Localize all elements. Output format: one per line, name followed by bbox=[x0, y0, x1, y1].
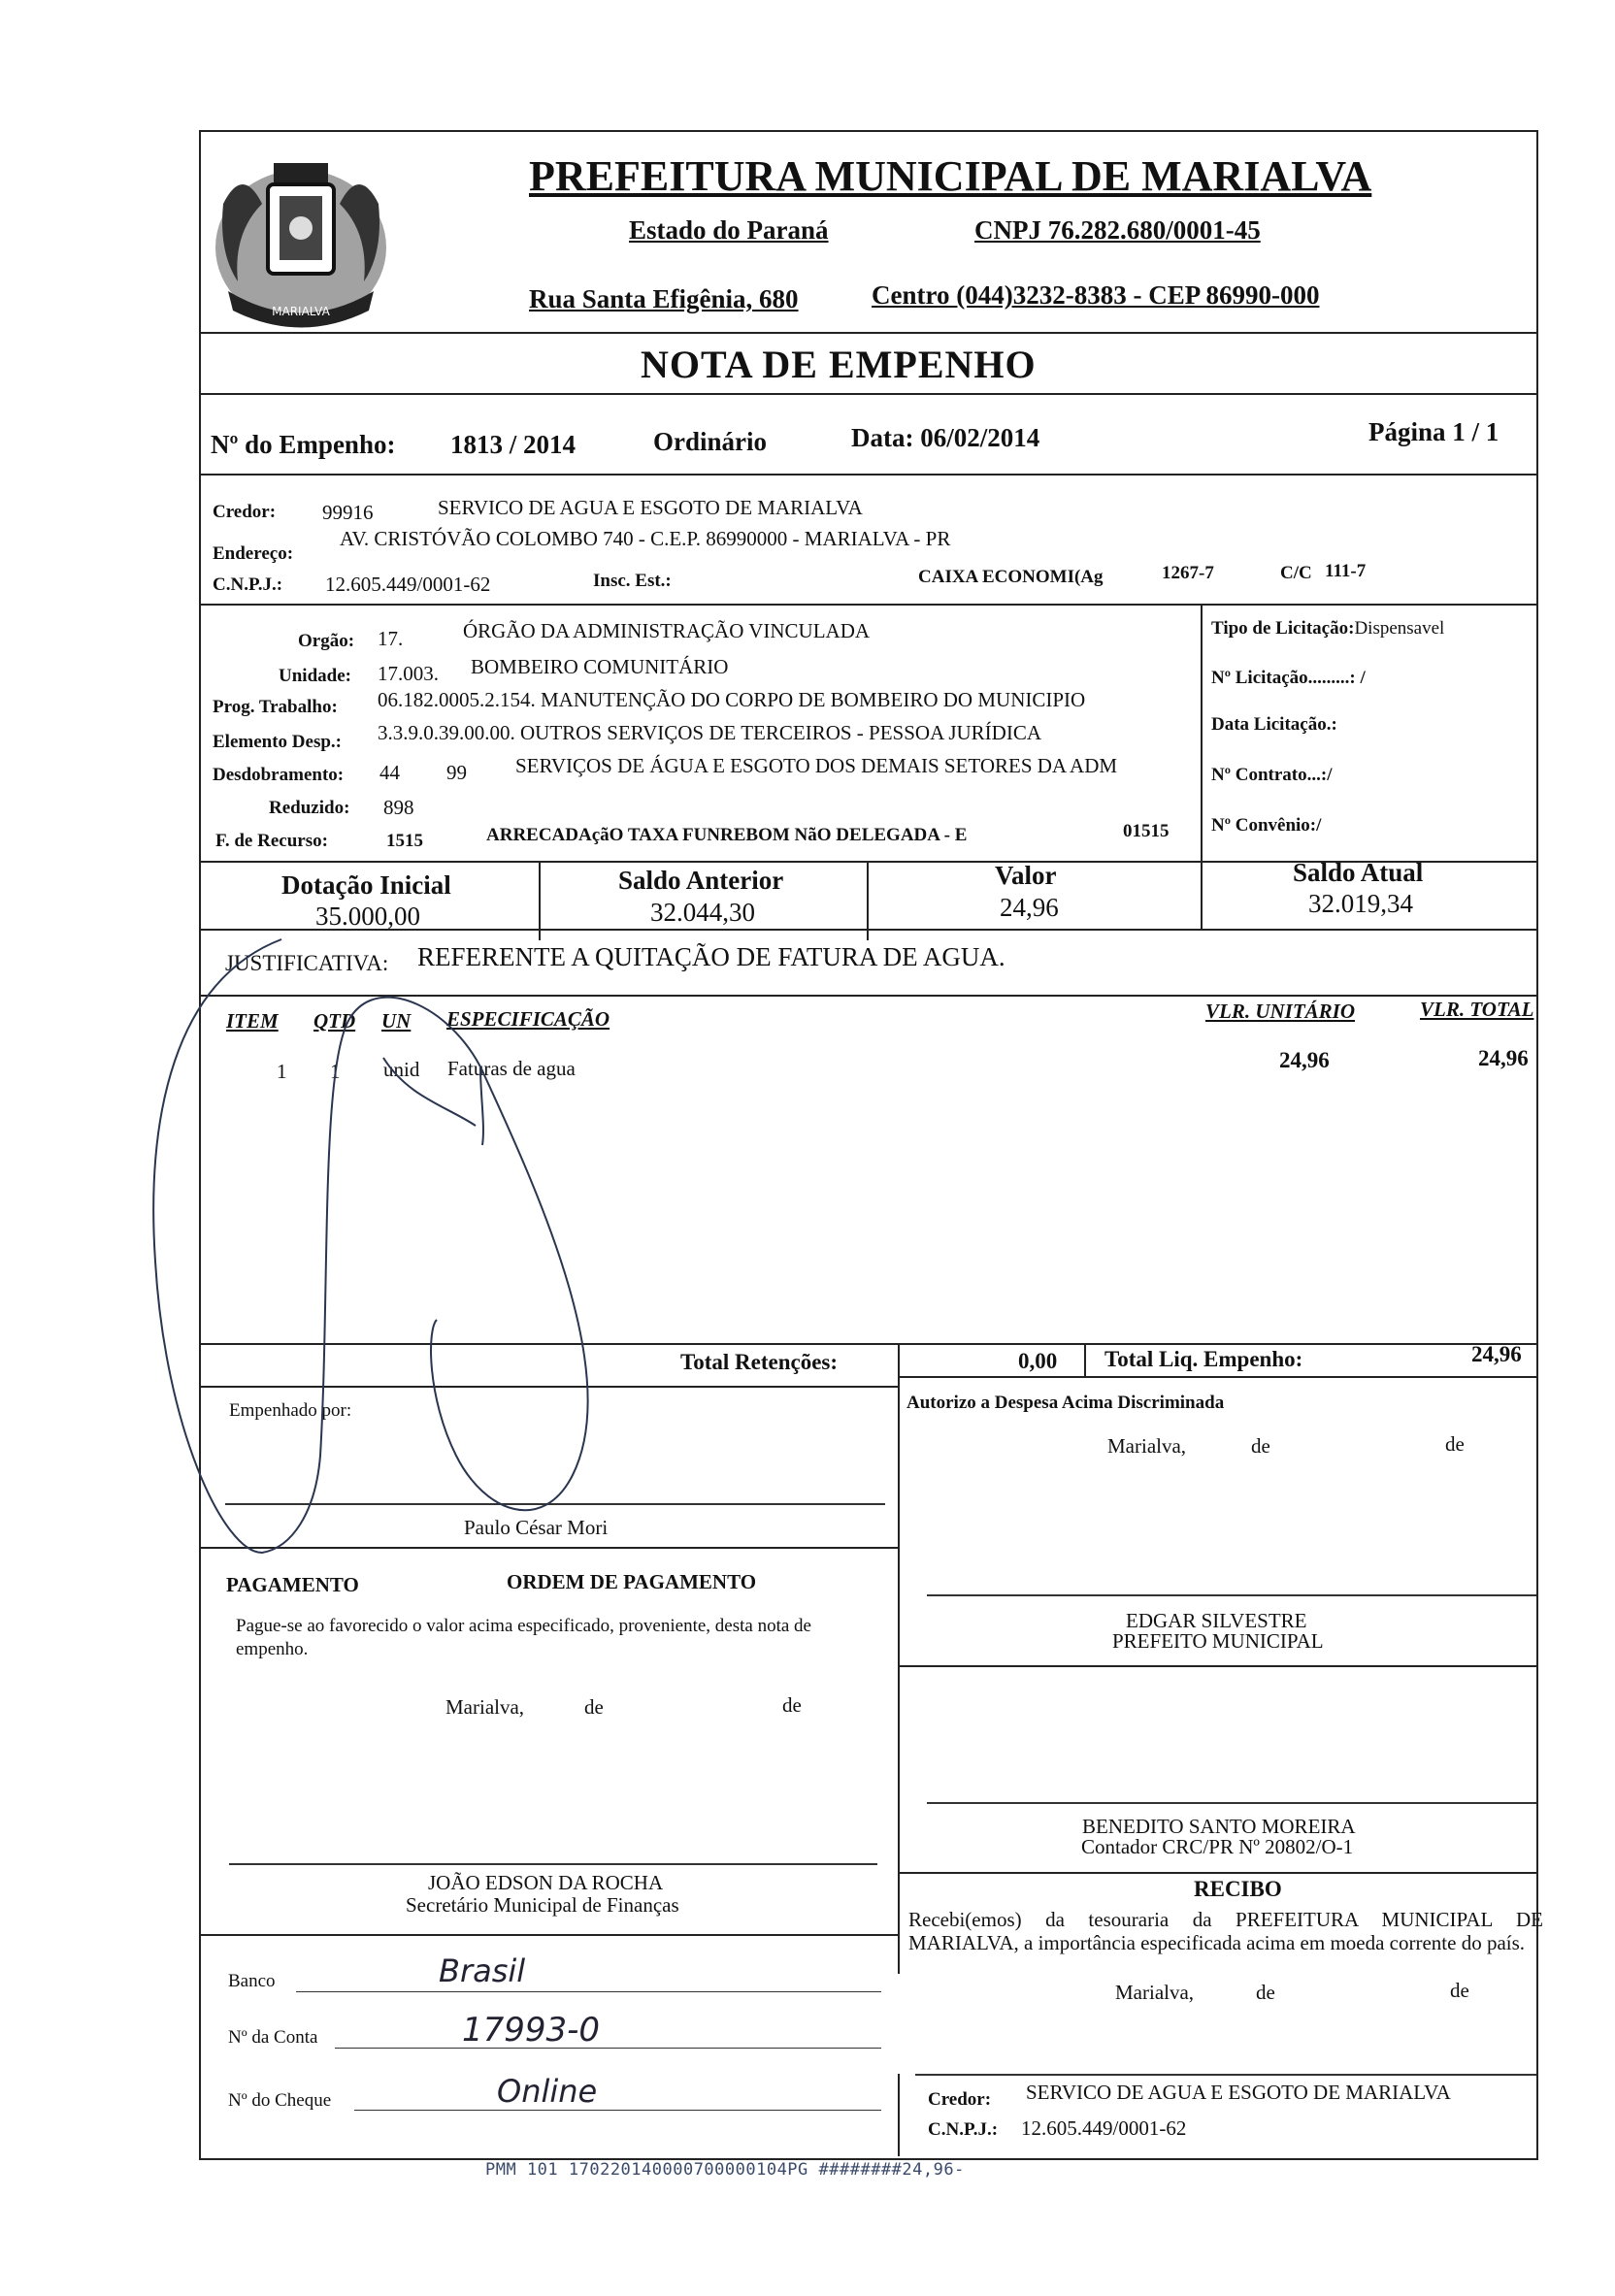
saldo-atual-value: 32.019,34 bbox=[1308, 889, 1413, 918]
pagamento-place: Marialva, bbox=[445, 1695, 525, 1719]
banco-value: Brasil bbox=[439, 1952, 526, 1989]
autorizo-label: Autorizo a Despesa Acima Discriminada bbox=[906, 1393, 1225, 1413]
justificativa-text: REFERENTE A QUITAÇÃO DE FATURA DE AGUA. bbox=[417, 942, 1005, 971]
prog-label: Prog. Trabalho: bbox=[213, 697, 338, 717]
credor-footer-label: Credor: bbox=[928, 2089, 992, 2110]
elemento-label: Elemento Desp.: bbox=[213, 732, 342, 752]
licitacao-date: Data Licitação.: bbox=[1211, 714, 1337, 735]
reduzido-label: Reduzido: bbox=[269, 798, 350, 818]
cnpj-label: CNPJ 76.282.680/0001-45 bbox=[974, 215, 1261, 245]
credor-agency: 1267-7 bbox=[1162, 563, 1214, 583]
total-liq-label: Total Liq. Empenho: bbox=[1104, 1347, 1303, 1371]
row-qtd: 1 bbox=[330, 1060, 341, 1083]
contract-number: Nº Contrato...:/ bbox=[1211, 765, 1333, 785]
desdobramento-b: 99 bbox=[446, 761, 467, 784]
cheque-value: Online bbox=[497, 2073, 598, 2110]
secretario-name: JOÃO EDSON DA ROCHA bbox=[428, 1871, 664, 1894]
prog-value: 06.182.0005.2.154. MANUTENÇÃO DO CORPO DE BOMBEIRO DO MUNICIPIO bbox=[378, 688, 1086, 711]
credor-name: SERVICO DE AGUA E ESGOTO DE MARIALVA bbox=[438, 496, 863, 519]
credor-bank: CAIXA ECONOMI(Ag bbox=[918, 567, 1104, 587]
empenho-type: Ordinário bbox=[653, 427, 768, 456]
recurso-name: ARRECADAçãO TAXA FUNREBOM NãO DELEGADA - E bbox=[486, 825, 968, 845]
desdobramento-name: SERVIÇOS DE ÁGUA E ESGOTO DOS DEMAIS SETORES DA ADM bbox=[515, 754, 1118, 777]
empenho-date: Data: 06/02/2014 bbox=[851, 423, 1040, 452]
credor-label: Credor: bbox=[213, 502, 277, 522]
desdobramento-label: Desdobramento: bbox=[213, 765, 345, 785]
conta-value: 17993-0 bbox=[462, 2011, 601, 2050]
col-total-value: VLR. TOTAL bbox=[1420, 998, 1534, 1021]
recibo-de2: de bbox=[1450, 1979, 1469, 2002]
row-unit-value: 24,96 bbox=[1279, 1048, 1330, 1072]
recurso-code: 1515 bbox=[386, 831, 423, 851]
empenho-number-label: Nº do Empenho: bbox=[211, 430, 396, 459]
justificativa-label: JUSTIFICATIVA: bbox=[225, 951, 389, 975]
pagamento-label: PAGAMENTO bbox=[226, 1573, 359, 1596]
unidade-code: 17.003. bbox=[378, 662, 439, 685]
recibo-de1: de bbox=[1256, 1981, 1275, 2004]
empenhado-name: Paulo César Mori bbox=[464, 1516, 609, 1539]
insc-est-label: Insc. Est.: bbox=[593, 571, 672, 591]
row-spec: Faturas de agua bbox=[447, 1057, 576, 1080]
recurso-label: F. de Recurso: bbox=[215, 831, 328, 851]
pagamento-text: Pague-se ao favorecido o valor acima especificado, proveniente, desta nota de empenho. bbox=[236, 1616, 811, 1659]
reduzido-value: 898 bbox=[383, 796, 414, 819]
valor-label: Valor bbox=[995, 861, 1057, 890]
credor-footer-cnpj-label: C.N.P.J.: bbox=[928, 2119, 999, 2140]
credor-footer-name: SERVICO DE AGUA E ESGOTO DE MARIALVA bbox=[1026, 2081, 1451, 2104]
autorizo-de2: de bbox=[1445, 1432, 1465, 1456]
contador-role: Contador CRC/PR Nº 20802/O-1 bbox=[1081, 1835, 1354, 1858]
recibo-text: Recebi(emos) da tesouraria da PREFEITURA MUNICIPAL DE MARIALVA, a importância especificada acima em moeda corrente do país. bbox=[908, 1908, 1543, 1954]
licitacao-number: Nº Licitação.........: / bbox=[1211, 668, 1366, 688]
col-item: ITEM bbox=[226, 1009, 279, 1033]
secretario-role: Secretário Municipal de Finanças bbox=[406, 1893, 679, 1917]
credor-address: AV. CRISTÓVÃO COLOMBO 740 - C.E.P. 86990000 - MARIALVA - PR bbox=[340, 527, 951, 550]
address-label: Rua Santa Efigênia, 680 bbox=[529, 284, 799, 313]
page-number: Página 1 / 1 bbox=[1368, 417, 1500, 446]
col-un: UN bbox=[381, 1009, 412, 1033]
saldo-anterior-label: Saldo Anterior bbox=[618, 866, 784, 895]
unidade-name: BOMBEIRO COMUNITÁRIO bbox=[471, 655, 729, 678]
cheque-label: Nº do Cheque bbox=[228, 2090, 332, 2111]
cnpj-field-label: C.N.P.J.: bbox=[213, 574, 283, 595]
ordem-pagamento-label: ORDEM DE PAGAMENTO bbox=[507, 1570, 757, 1593]
total-retencoes-value: 0,00 bbox=[1018, 1349, 1058, 1373]
row-un: unid bbox=[383, 1058, 420, 1081]
total-liq-value: 24,96 bbox=[1471, 1342, 1522, 1366]
document-title: NOTA DE EMPENHO bbox=[641, 343, 1037, 386]
dotacao-value: 35.000,00 bbox=[315, 902, 420, 931]
conta-label: Nº da Conta bbox=[228, 2027, 318, 2048]
prefeito-role: PREFEITO MUNICIPAL bbox=[1112, 1629, 1324, 1653]
orgao-code: 17. bbox=[378, 627, 404, 650]
pagamento-de1: de bbox=[584, 1695, 604, 1719]
orgao-label: Orgão: bbox=[298, 631, 355, 651]
contador-name: BENEDITO SANTO MOREIRA bbox=[1082, 1815, 1356, 1838]
recibo-title: RECIBO bbox=[1194, 1877, 1282, 1901]
recurso-code2: 01515 bbox=[1123, 821, 1170, 841]
credor-cc: 111-7 bbox=[1325, 561, 1367, 581]
empenho-number: 1813 / 2014 bbox=[450, 430, 577, 459]
credor-code: 99916 bbox=[322, 501, 374, 524]
credor-cc-label: C/C bbox=[1280, 563, 1312, 583]
authentication-stamp: PMM 101 170220140000700000104PG ########24,96- bbox=[485, 2160, 965, 2180]
municipality-title: PREFEITURA MUNICIPAL DE MARIALVA bbox=[529, 152, 1372, 200]
credor-footer-cnpj: 12.605.449/0001-62 bbox=[1021, 2116, 1187, 2140]
convenio-number: Nº Convênio:/ bbox=[1211, 815, 1322, 836]
elemento-value: 3.3.9.0.39.00.00. OUTROS SERVIÇOS DE TERCEIROS - PESSOA JURÍDICA bbox=[378, 721, 1042, 744]
row-total-value: 24,96 bbox=[1478, 1046, 1529, 1070]
prefeito-name: EDGAR SILVESTRE bbox=[1126, 1609, 1307, 1632]
orgao-name: ÓRGÃO DA ADMINISTRAÇÃO VINCULADA bbox=[463, 619, 871, 642]
address-label-field: Endereço: bbox=[213, 543, 294, 564]
unidade-label: Unidade: bbox=[279, 666, 351, 686]
pagamento-de2: de bbox=[782, 1693, 802, 1717]
col-qtd: QTD bbox=[313, 1009, 356, 1033]
desdobramento-a: 44 bbox=[379, 761, 400, 784]
saldo-atual-label: Saldo Atual bbox=[1293, 858, 1424, 887]
autorizo-place: Marialva, bbox=[1107, 1434, 1187, 1458]
saldo-anterior-value: 32.044,30 bbox=[650, 898, 755, 927]
banco-label: Banco bbox=[228, 1971, 276, 1991]
dotacao-label: Dotação Inicial bbox=[281, 870, 451, 900]
svg-text:MARIALVA: MARIALVA bbox=[272, 305, 330, 318]
total-retencoes-label: Total Retenções: bbox=[680, 1350, 839, 1374]
col-unit-value: VLR. UNITÁRIO bbox=[1205, 1000, 1356, 1023]
credor-cnpj: 12.605.449/0001-62 bbox=[325, 573, 491, 596]
col-spec: ESPECIFICAÇÃO bbox=[446, 1007, 610, 1031]
empenhado-label: Empenhado por: bbox=[229, 1400, 352, 1421]
row-item: 1 bbox=[277, 1060, 287, 1083]
autorizo-de1: de bbox=[1251, 1434, 1270, 1458]
recibo-place: Marialva, bbox=[1115, 1981, 1195, 2004]
state-label: Estado do Paraná bbox=[629, 215, 829, 245]
valor-value: 24,96 bbox=[1000, 893, 1059, 922]
licitacao-type-label: Tipo de Licitação:Dispensavel bbox=[1211, 618, 1445, 639]
district-phone-label: Centro (044)3232-8383 - CEP 86990-000 bbox=[872, 280, 1320, 310]
